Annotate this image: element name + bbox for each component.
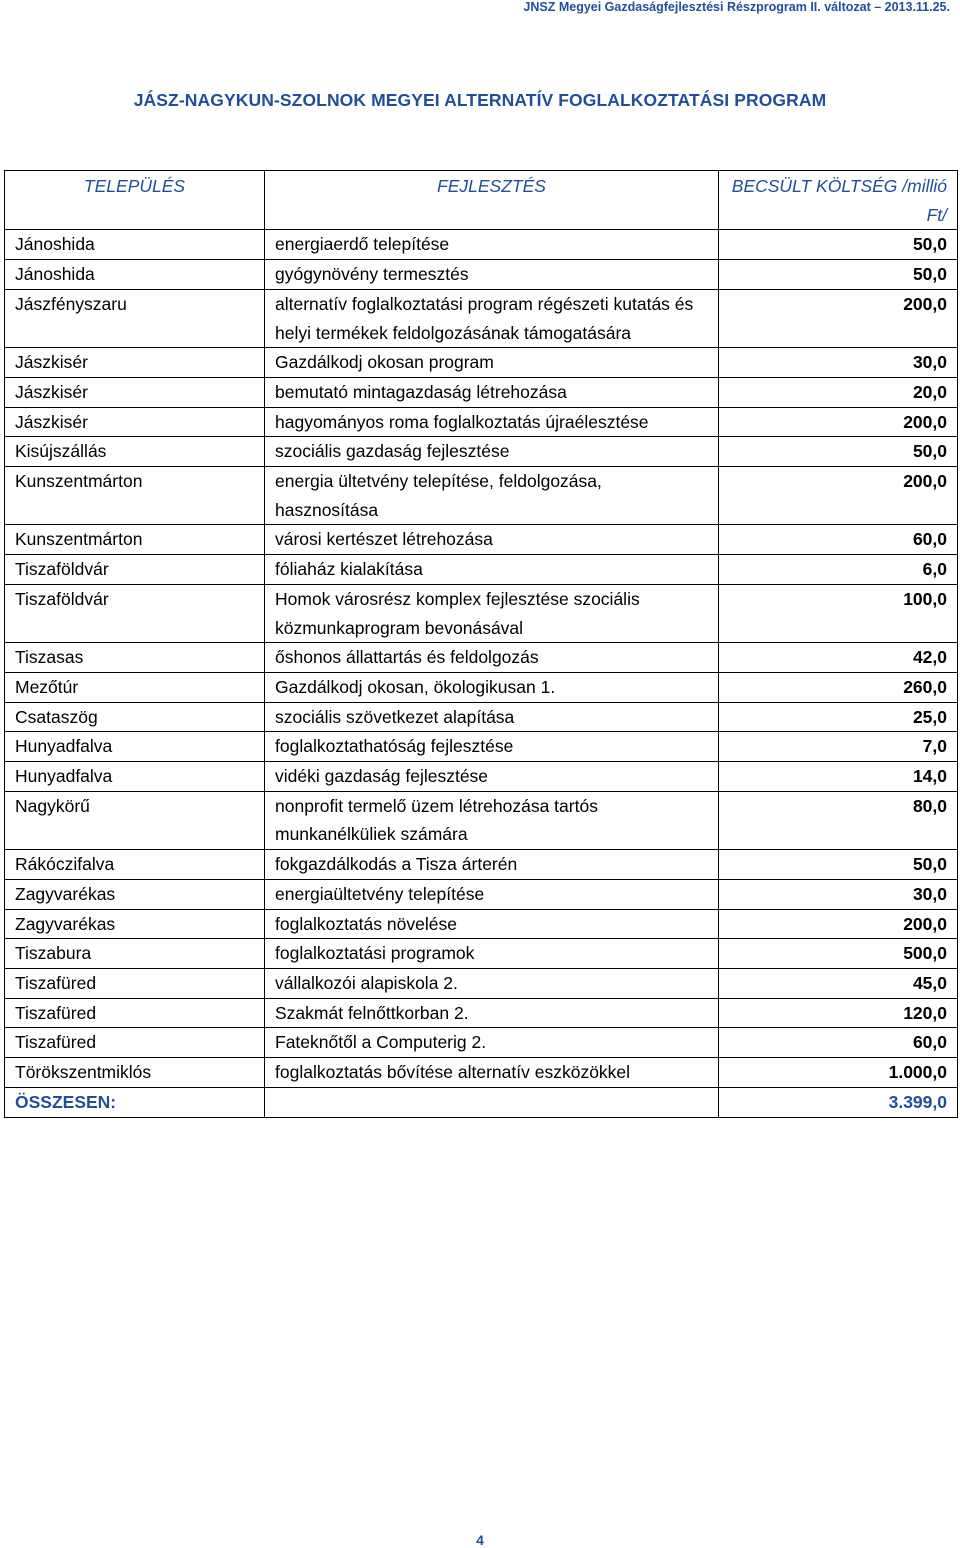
row-town: Jánoshida (5, 260, 265, 290)
table-row (5, 407, 958, 437)
total-cost: 3.399,0 (719, 1087, 958, 1117)
row-cost: 200,0 (719, 909, 958, 939)
table-row (5, 732, 958, 762)
row-town: Törökszentmiklós (5, 1058, 265, 1088)
row-town: Tiszabura (5, 939, 265, 969)
table-row (5, 260, 958, 290)
row-town: Nagykörű (5, 791, 265, 849)
row-development: energiaültetvény telepítése (265, 879, 719, 909)
row-development: foglalkoztatás bővítése alternatív eszközökkel (265, 1058, 719, 1088)
row-development: hagyományos roma foglalkoztatás újraélesztése (265, 407, 719, 437)
row-town: Tiszafüred (5, 1028, 265, 1058)
row-development: foglalkoztathatóság fejlesztése (265, 732, 719, 762)
row-development: nonprofit termelő üzem létrehozása tartós munkanélküliek számára (265, 791, 719, 849)
table-row (5, 467, 958, 525)
header-town: TELEPÜLÉS (5, 171, 265, 230)
table-row (5, 939, 958, 969)
row-town: Jászkisér (5, 407, 265, 437)
row-cost: 6,0 (719, 555, 958, 585)
row-development: Szakmát felnőttkorban 2. (265, 998, 719, 1028)
row-cost: 200,0 (719, 467, 958, 525)
table-row (5, 643, 958, 673)
table-row (5, 584, 958, 642)
row-development: Homok városrész komplex fejlesztése szociális közmunkaprogram bevonásával (265, 584, 719, 642)
row-town: Csataszög (5, 702, 265, 732)
row-town: Zagyvarékas (5, 879, 265, 909)
row-town: Jászfényszaru (5, 289, 265, 347)
row-development: őshonos állattartás és feldolgozás (265, 643, 719, 673)
total-label: ÖSSZESEN: (5, 1087, 265, 1117)
row-town: Hunyadfalva (5, 762, 265, 792)
row-town: Jászkisér (5, 348, 265, 378)
table-row (5, 850, 958, 880)
row-town: Zagyvarékas (5, 909, 265, 939)
row-cost: 200,0 (719, 407, 958, 437)
table-row (5, 762, 958, 792)
row-development: Gazdálkodj okosan program (265, 348, 719, 378)
row-cost: 80,0 (719, 791, 958, 849)
row-development: Gazdálkodj okosan, ökologikusan 1. (265, 672, 719, 702)
table-row (5, 968, 958, 998)
row-cost: 60,0 (719, 525, 958, 555)
row-development: energiaerdő telepítése (265, 230, 719, 260)
row-town: Jánoshida (5, 230, 265, 260)
row-development: szociális szövetkezet alapítása (265, 702, 719, 732)
row-town: Tiszafüred (5, 998, 265, 1028)
row-cost: 45,0 (719, 968, 958, 998)
table-row (5, 437, 958, 467)
row-cost: 25,0 (719, 702, 958, 732)
row-development: városi kertészet létrehozása (265, 525, 719, 555)
row-development: Fateknőtől a Computerig 2. (265, 1028, 719, 1058)
row-cost: 30,0 (719, 879, 958, 909)
table-row (5, 879, 958, 909)
row-town: Kisújszállás (5, 437, 265, 467)
table-row (5, 672, 958, 702)
header-cost: BECSÜLT KÖLTSÉG /millió Ft/ (719, 171, 958, 230)
row-cost: 200,0 (719, 289, 958, 347)
row-development: fóliaház kialakítása (265, 555, 719, 585)
row-town: Jászkisér (5, 377, 265, 407)
row-town: Mezőtúr (5, 672, 265, 702)
total-development (265, 1087, 719, 1117)
row-town: Tiszaföldvár (5, 555, 265, 585)
document-title: JÁSZ-NAGYKUN-SZOLNOK MEGYEI ALTERNATÍV FOGLALKOZTATÁSI PROGRAM (133, 90, 827, 110)
row-development: bemutató mintagazdaság létrehozása (265, 377, 719, 407)
row-development: fokgazdálkodás a Tisza árterén (265, 850, 719, 880)
total-row (5, 1087, 958, 1117)
program-table (4, 170, 958, 1118)
row-cost: 50,0 (719, 437, 958, 467)
row-development: foglalkoztatás növelése (265, 909, 719, 939)
table-row (5, 998, 958, 1028)
row-cost: 20,0 (719, 377, 958, 407)
row-town: Kunszentmárton (5, 525, 265, 555)
row-development: gyógynövény termesztés (265, 260, 719, 290)
row-town: Tiszafüred (5, 968, 265, 998)
row-development: energia ültetvény telepítése, feldolgozása, hasznosítása (265, 467, 719, 525)
row-town: Kunszentmárton (5, 467, 265, 525)
row-development: foglalkoztatási programok (265, 939, 719, 969)
row-cost: 500,0 (719, 939, 958, 969)
row-cost: 50,0 (719, 230, 958, 260)
row-town: Tiszaföldvár (5, 584, 265, 642)
page-number: 4 (476, 1532, 484, 1548)
row-cost: 100,0 (719, 584, 958, 642)
table-row (5, 555, 958, 585)
header-development: FEJLESZTÉS (265, 171, 719, 230)
row-town: Rákóczifalva (5, 850, 265, 880)
table-row (5, 525, 958, 555)
row-cost: 120,0 (719, 998, 958, 1028)
row-development: vidéki gazdaság fejlesztése (265, 762, 719, 792)
table-row (5, 1028, 958, 1058)
table-header-row (5, 171, 958, 230)
table-row (5, 909, 958, 939)
running-header: JNSZ Megyei Gazdaságfejlesztési Részprogram II. változat – 2013.11.25. (523, 0, 950, 14)
row-cost: 1.000,0 (719, 1058, 958, 1088)
row-cost: 260,0 (719, 672, 958, 702)
table-row (5, 348, 958, 378)
row-town: Hunyadfalva (5, 732, 265, 762)
table-row (5, 1058, 958, 1088)
table-body (5, 230, 958, 1087)
table-row (5, 702, 958, 732)
table-row (5, 230, 958, 260)
row-cost: 30,0 (719, 348, 958, 378)
row-cost: 50,0 (719, 260, 958, 290)
row-cost: 7,0 (719, 732, 958, 762)
row-development: szociális gazdaság fejlesztése (265, 437, 719, 467)
row-cost: 60,0 (719, 1028, 958, 1058)
row-cost: 50,0 (719, 850, 958, 880)
row-town: Tiszasas (5, 643, 265, 673)
row-development: vállalkozói alapiskola 2. (265, 968, 719, 998)
table-row (5, 289, 958, 347)
table-row (5, 377, 958, 407)
row-cost: 14,0 (719, 762, 958, 792)
row-cost: 42,0 (719, 643, 958, 673)
table-row (5, 791, 958, 849)
row-development: alternatív foglalkoztatási program régészeti kutatás és helyi termékek feldolgozásának támogatására (265, 289, 719, 347)
